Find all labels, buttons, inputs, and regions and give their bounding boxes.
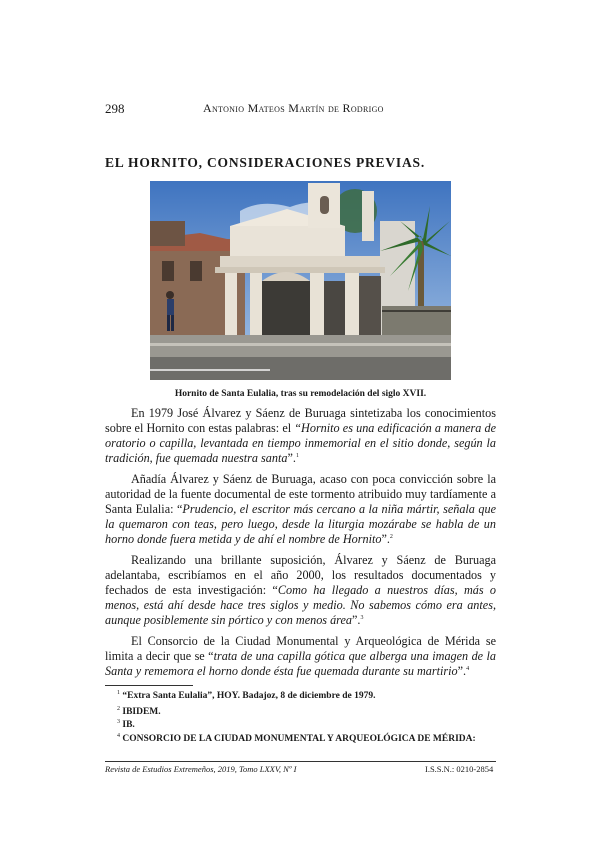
footnote-4	[117, 734, 476, 744]
footnote-ref-3: 3	[360, 615, 364, 622]
footnote-3	[117, 720, 135, 730]
footnote-number: 1	[117, 689, 120, 696]
footnote-ref-1: 1	[295, 453, 299, 460]
footnote-number: 4	[117, 732, 120, 739]
p2-quote: Prudencio, el escritor más cercano a la niña mártir, señala que la quemaron con teas, pero luego, desde la liturgia mozárabe se habla de un horno donde fuera metida y de ahí el nombre de Hornito	[105, 502, 497, 547]
footnote-number: 2	[117, 705, 120, 712]
footnote-text: “Extra Santa Eulalia”, HOY. Badajoz, 8 de diciembre de 1979.	[122, 691, 376, 701]
footer-issn: I.S.S.N.: 0210-2854	[425, 764, 494, 774]
section-title: EL HORNITO, CONSIDERACIONES PREVIAS.	[105, 155, 425, 170]
p3-text: Realizando una brillante suposición, Álvarez y Sáenz de Buruaga adelantaba, escribíamos en el año 2000, los resultados documentados y fechados de esta investigación: “	[105, 553, 496, 598]
paragraph-4	[105, 634, 496, 679]
p1-text: En 1979 José Álvarez y Sáenz de Buruaga sintetizaba los conocimientos sobre el Hornito con estas palabras: el	[105, 406, 496, 436]
page-number: 298	[105, 101, 125, 116]
paragraph-1	[105, 406, 496, 466]
running-header-author: Antonio Mateos Martín de Rodrigo	[203, 101, 384, 115]
figure-photo-hornito	[150, 181, 451, 380]
footer-journal: Revista de Estudios Extremeños, 2019, Tomo LXXV, Nº I	[105, 764, 297, 774]
p4-close: ”.	[457, 664, 467, 679]
footnote-text: CONSORCIO DE LA CIUDAD MONUMENTAL Y ARQUEOLÓGICA DE MÉRIDA:	[122, 734, 476, 744]
p1-quote: “Hornito es una edificación a manera de oratorio o capilla, levantada en tiempo inmemorial en el sitio donde, según la tradición, fue quemada nuestra santa	[105, 421, 496, 466]
footnote-2	[117, 707, 161, 717]
footnote-text: IB.	[122, 720, 135, 730]
footer-separator	[105, 761, 496, 762]
footnote-number: 3	[117, 718, 120, 725]
paragraph-3	[105, 553, 496, 628]
p4-quote: trata de una capilla gótica que alberga una imagen de la Santa y rememora el horno donde ésta fue quemada durante su martirio	[105, 649, 497, 679]
figure-caption: Hornito de Santa Eulalia, tras su remodelación del siglo XVII.	[174, 389, 427, 399]
footnote-text: IBIDEM.	[122, 707, 161, 717]
paragraph-2	[105, 472, 496, 547]
footnote-ref-4: 4	[466, 666, 470, 673]
p3-close: ”.	[351, 613, 361, 628]
hornito-photo-illustration	[150, 181, 451, 380]
p4-text: El Consorcio de la Ciudad Monumental y Arqueológica de Mérida se limita a decir que se “	[105, 634, 496, 664]
footnote-separator	[105, 685, 193, 686]
footnote-ref-2: 2	[389, 534, 393, 541]
p2-text: Añadía Álvarez y Sáenz de Buruaga, acaso con poca convicción sobre la autoridad de la fuente documental de este tormento atribuido muy tardíamente a Santa Eulalia: “	[105, 472, 496, 517]
p3-quote: Como ha llegado a nuestros días, más o menos, está ahí desde hace tres siglos y medio. No sabemos cómo era antes, aunque posiblemente sin pórtico y con menos área	[105, 583, 497, 628]
p2-close: ”.	[381, 532, 390, 547]
footnote-1	[117, 691, 375, 701]
p1-close: ”.	[287, 451, 296, 466]
